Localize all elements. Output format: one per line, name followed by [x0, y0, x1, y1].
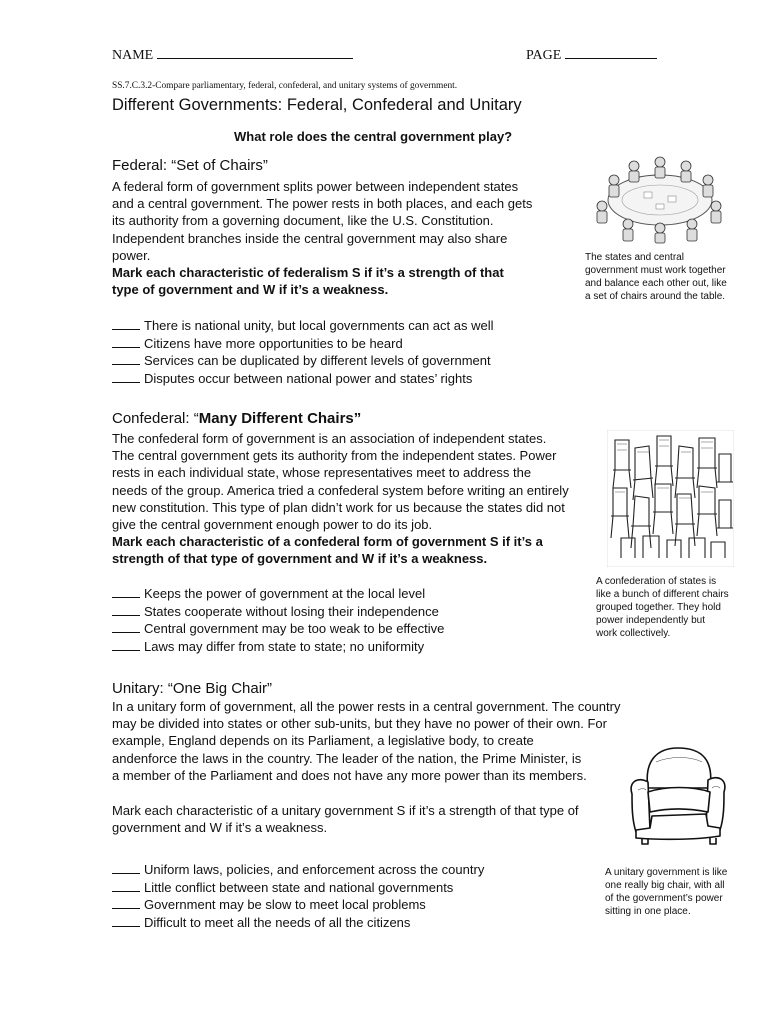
caption-line: one really big chair, with all: [605, 880, 725, 891]
item-text: Uniform laws, policies, and enforcement across the country: [144, 862, 485, 877]
federal-heading-prefix: Federal:: [112, 157, 172, 174]
caption-line: sitting in one place.: [605, 906, 691, 917]
federal-line: Independent branches inside the central government may also share: [112, 230, 508, 246]
answer-blank[interactable]: [112, 620, 140, 633]
federal-heading: [112, 157, 268, 174]
caption-line: power independently but: [596, 615, 705, 626]
name-blank[interactable]: [157, 58, 353, 59]
caption-line: grouped together. They hold: [596, 602, 721, 613]
list-item: [112, 352, 494, 370]
caption-line: A unitary government is like: [605, 867, 728, 878]
page-label: PAGE: [526, 48, 562, 63]
federal-instruction: type of government and W if it’s a weakness.: [112, 282, 389, 298]
unitary-line: a member of the Parliament and does not have any more power than its members.: [112, 767, 587, 783]
federal-description: [112, 178, 572, 298]
name-label: NAME: [112, 48, 154, 63]
standard-code: SS.7.C.3.2-Compare parliamentary, federal, confederal, and unitary systems of government.: [112, 81, 458, 91]
confederal-heading: [112, 410, 361, 427]
item-text: Keeps the power of government at the local level: [144, 586, 426, 601]
confederal-line: The confederal form of government is an association of independent states.: [112, 431, 547, 446]
federal-items: [112, 317, 494, 387]
unitary-items: [112, 861, 484, 931]
list-item: [112, 861, 484, 879]
item-text: Government may be slow to meet local problems: [144, 897, 426, 912]
answer-blank[interactable]: [112, 638, 140, 651]
list-item: [112, 638, 444, 656]
federal-line: A federal form of government splits power between independent states: [112, 179, 519, 194]
item-text: Little conflict between state and national governments: [144, 879, 454, 895]
page-title: Different Governments: Federal, Confederal and Unitary: [112, 96, 522, 114]
item-text: Services can be duplicated by different levels of government: [144, 353, 491, 368]
unitary-caption: [605, 866, 765, 918]
page-blank[interactable]: [565, 58, 657, 59]
answer-blank[interactable]: [112, 317, 140, 330]
confederal-heading-quote: Many Different Chairs”: [198, 410, 362, 427]
item-text: States cooperate without losing their independence: [144, 603, 439, 619]
confederal-description: [112, 430, 602, 568]
list-item: [112, 317, 494, 335]
unitary-instruction-line: government and W if it’s a weakness.: [112, 820, 328, 836]
federal-line: and a central government. The power rests in both places, and each gets: [112, 196, 533, 212]
unitary-line: may be divided into states or other sub-units, but they have no power of their own. For: [112, 716, 607, 732]
unitary-line: andenforce the laws in the country. The leader of the nation, the Prime Minister, is: [112, 750, 582, 766]
list-item: [112, 335, 494, 353]
item-text: Central government may be too weak to be effective: [144, 621, 445, 636]
list-item: [112, 370, 494, 388]
list-item: [112, 879, 484, 897]
confederal-items: [112, 585, 444, 655]
item-text: Disputes occur between national power and states’ rights: [144, 370, 473, 386]
item-text: There is national unity, but local governments can act as well: [144, 318, 494, 333]
unitary-instruction-line: Mark each characteristic of a unitary government S if it’s a strength of that type of: [112, 803, 579, 818]
unitary-line: example, England depends on its Parliament, a legislative body, to create: [112, 733, 534, 749]
answer-blank[interactable]: [112, 335, 140, 348]
answer-blank[interactable]: [112, 603, 140, 616]
unitary-instruction: [112, 802, 622, 836]
item-text: Difficult to meet all the needs of all the citizens: [144, 914, 411, 930]
list-item: [112, 620, 444, 638]
list-item: [112, 585, 444, 603]
confederal-caption: [596, 575, 766, 640]
federal-instruction: Mark each characteristic of federalism S if it’s a strength of that: [112, 265, 504, 281]
answer-blank[interactable]: [112, 914, 140, 927]
confederal-line: new constitution. This type of plan didn’t work for us because the states did not: [112, 499, 565, 515]
confederal-instruction: Mark each characteristic of a confederal form of government S if it’s a: [112, 534, 543, 550]
federal-line: its authority from a governing document, like the U.S. Constitution.: [112, 213, 494, 229]
armchair-image: [626, 742, 730, 848]
answer-blank[interactable]: [112, 370, 140, 383]
federal-heading-quote: “Set of Chairs”: [171, 157, 268, 174]
caption-line: work collectively.: [596, 628, 671, 639]
caption-line: government must work together: [585, 265, 726, 276]
confederal-heading-prefix: Confederal: “: [112, 410, 199, 427]
caption-line: A confederation of states is: [596, 576, 717, 587]
name-field[interactable]: [112, 48, 353, 64]
unitary-heading: Unitary: “One Big Chair”: [112, 680, 273, 697]
item-text: Citizens have more opportunities to be heard: [144, 335, 403, 351]
confederal-line: give the central government enough power to do its job.: [112, 517, 433, 533]
round-table-chairs-image: [584, 150, 734, 245]
answer-blank[interactable]: [112, 879, 140, 892]
list-item: [112, 914, 484, 932]
answer-blank[interactable]: [112, 585, 140, 598]
list-item: [112, 896, 484, 914]
page-field[interactable]: [526, 48, 657, 64]
caption-line: The states and central: [585, 252, 684, 263]
federal-line: power.: [112, 247, 151, 263]
caption-line: of the government’s power: [605, 893, 723, 904]
caption-line: and balance each other out, like: [585, 278, 727, 289]
stacked-chairs-image: [607, 430, 734, 567]
confederal-line: The central government gets its authority from the independent states. Power: [112, 448, 557, 464]
central-question: What role does the central government play?: [234, 129, 513, 144]
answer-blank[interactable]: [112, 896, 140, 909]
federal-caption: [585, 251, 755, 303]
confederal-line: rests in each individual state, whose representatives meet to address the: [112, 465, 532, 481]
answer-blank[interactable]: [112, 861, 140, 874]
caption-line: like a bunch of different chairs: [596, 589, 729, 600]
list-item: [112, 603, 444, 621]
unitary-description: [112, 698, 652, 784]
confederal-line: needs of the group. America tried a confederal system before writing an entirely: [112, 482, 569, 498]
unitary-line: In a unitary form of government, all the power rests in a central government. The country: [112, 699, 621, 714]
item-text: Laws may differ from state to state; no uniformity: [144, 638, 425, 654]
caption-line: a set of chairs around the table.: [585, 291, 726, 302]
confederal-instruction: strength of that type of government and W if it’s a weakness.: [112, 551, 488, 567]
answer-blank[interactable]: [112, 352, 140, 365]
